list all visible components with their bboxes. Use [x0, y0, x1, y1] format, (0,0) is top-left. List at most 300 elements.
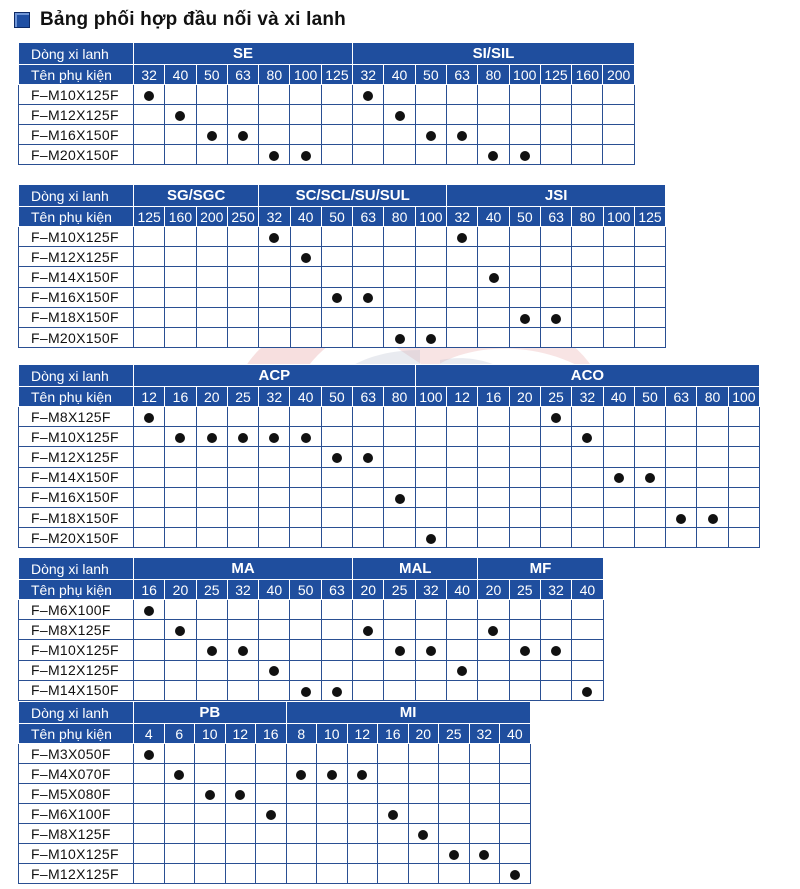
compatibility-cell: [134, 528, 165, 548]
compatibility-cell: [290, 85, 321, 105]
compatibility-cell: [509, 407, 540, 427]
compatibility-cell: [290, 327, 321, 347]
compatibility-cell: [469, 864, 500, 884]
compatible-dot-icon: [144, 606, 154, 616]
compatibility-cell: [165, 427, 196, 447]
compatibility-cell: [384, 267, 415, 287]
bore-size-header: 80: [697, 387, 728, 407]
compatibility-cell: [227, 227, 258, 247]
compatibility-table: [18, 364, 760, 548]
compatibility-cell: [415, 105, 446, 125]
compatibility-cell: [384, 227, 415, 247]
compatibility-cell: [728, 427, 759, 447]
cylinder-series-label: Dòng xi lanh: [19, 185, 134, 207]
compatibility-cell: [290, 487, 321, 507]
compatibility-cell: [603, 287, 634, 307]
compatibility-cell: [540, 680, 571, 700]
title-bar: [14, 6, 346, 34]
bore-size-header: 10: [317, 724, 348, 744]
compatibility-cell: [165, 125, 196, 145]
bore-size-header: 20: [478, 580, 509, 600]
compatibility-cell: [408, 844, 439, 864]
bore-size-header: 125: [134, 207, 165, 227]
bore-size-header: 40: [500, 724, 531, 744]
compatibility-cell: [446, 145, 477, 165]
compatibility-cell: [415, 620, 446, 640]
header-row-series: [19, 43, 635, 65]
compatibility-cell: [290, 105, 321, 125]
compatibility-cell: [290, 125, 321, 145]
bore-size-header: 200: [603, 65, 634, 85]
compatibility-cell: [384, 407, 415, 427]
compatibility-cell: [415, 680, 446, 700]
compatibility-cell: [321, 427, 352, 447]
compatibility-cell: [603, 487, 634, 507]
compatibility-cell: [227, 125, 258, 145]
accessory-name: F–M14X150F: [19, 267, 134, 287]
compatibility-cell: [134, 844, 165, 864]
compatibility-cell: [165, 467, 196, 487]
bore-size-header: 100: [603, 207, 634, 227]
compatible-dot-icon: [395, 334, 405, 344]
compatibility-cell: [408, 824, 439, 844]
compatibility-cell: [697, 407, 728, 427]
compatibility-cell: [603, 247, 634, 267]
compatible-dot-icon: [238, 131, 248, 141]
compatibility-cell: [196, 227, 227, 247]
compatibility-cell: [227, 287, 258, 307]
compatibility-cell: [227, 680, 258, 700]
accessory-name: F–M20X150F: [19, 145, 134, 165]
bore-size-header: 16: [256, 724, 287, 744]
table-row: [19, 145, 635, 165]
compatibility-cell: [634, 267, 665, 287]
compatibility-cell: [286, 744, 317, 764]
compatibility-cell: [603, 407, 634, 427]
compatibility-cell: [227, 640, 258, 660]
bore-size-header: 25: [384, 580, 415, 600]
compatibility-cell: [500, 824, 531, 844]
table-row: [19, 528, 760, 548]
compatibility-cell: [697, 507, 728, 527]
accessory-name: F–M5X080F: [19, 784, 134, 804]
bore-size-header: 40: [447, 580, 478, 600]
compatibility-cell: [509, 125, 540, 145]
compatibility-cell: [728, 447, 759, 467]
compatibility-cell: [540, 407, 571, 427]
compatibility-cell: [384, 145, 415, 165]
compatibility-cell: [384, 487, 415, 507]
compatibility-cell: [353, 640, 384, 660]
compatibility-cell: [469, 824, 500, 844]
series-group-header: JSI: [447, 185, 666, 207]
page-title: Bảng phối hợp đầu nối và xi lanh: [40, 9, 346, 30]
compatibility-cell: [500, 784, 531, 804]
header-row-sizes: [19, 65, 635, 85]
table-row: [19, 327, 666, 347]
bore-size-header: 63: [227, 65, 258, 85]
compatible-dot-icon: [269, 433, 279, 443]
header-row-series: [19, 185, 666, 207]
compatible-dot-icon: [426, 131, 436, 141]
compatibility-cell: [603, 467, 634, 487]
table-row: [19, 744, 531, 764]
compatibility-cell: [321, 85, 352, 105]
compatibility-cell: [478, 680, 509, 700]
compatible-dot-icon: [205, 790, 215, 800]
bore-size-header: 32: [353, 65, 384, 85]
compatibility-cell: [225, 764, 256, 784]
table-row: [19, 307, 666, 327]
compatibility-cell: [353, 105, 384, 125]
table-row: [19, 640, 604, 660]
compatibility-cell: [259, 145, 290, 165]
compatibility-cell: [321, 467, 352, 487]
compatibility-cell: [572, 507, 603, 527]
cylinder-series-label: Dòng xi lanh: [19, 43, 134, 65]
compatibility-cell: [290, 640, 321, 660]
compatibility-cell: [165, 600, 196, 620]
compatibility-cell: [572, 145, 603, 165]
compatibility-cell: [134, 287, 165, 307]
compatibility-cell: [353, 327, 384, 347]
compatibility-cell: [195, 804, 226, 824]
compatibility-cell: [347, 824, 378, 844]
table-row: [19, 620, 604, 640]
compatibility-cell: [164, 844, 195, 864]
bore-size-header: 32: [415, 580, 446, 600]
compatibility-cell: [540, 467, 571, 487]
compatible-dot-icon: [175, 433, 185, 443]
compatibility-cell: [478, 640, 509, 660]
compatibility-cell: [196, 85, 227, 105]
compatibility-cell: [509, 145, 540, 165]
compatibility-cell: [408, 784, 439, 804]
compatible-dot-icon: [296, 770, 306, 780]
compatibility-cell: [227, 467, 258, 487]
compatibility-cell: [164, 864, 195, 884]
compatibility-cell: [165, 307, 196, 327]
compatibility-table: [18, 557, 604, 701]
compatible-dot-icon: [395, 646, 405, 656]
compatible-dot-icon: [645, 473, 655, 483]
compatibility-table: [18, 42, 635, 165]
compatibility-cell: [603, 427, 634, 447]
bore-size-header: 20: [165, 580, 196, 600]
compatibility-cell: [259, 287, 290, 307]
compatibility-cell: [134, 660, 165, 680]
accessory-name: F–M4X070F: [19, 764, 134, 784]
accessory-name: F–M10X125F: [19, 427, 134, 447]
compatibility-cell: [634, 307, 665, 327]
compatibility-cell: [378, 864, 409, 884]
compatible-dot-icon: [269, 233, 279, 243]
compatible-dot-icon: [582, 687, 592, 697]
compatibility-cell: [286, 804, 317, 824]
compatibility-cell: [195, 744, 226, 764]
compatibility-cell: [196, 620, 227, 640]
compatible-dot-icon: [457, 666, 467, 676]
compatibility-cell: [286, 864, 317, 884]
compatibility-cell: [227, 307, 258, 327]
accessory-name: F–M8X125F: [19, 824, 134, 844]
compatibility-cell: [500, 744, 531, 764]
compatible-dot-icon: [708, 514, 718, 524]
table-row: [19, 125, 635, 145]
accessory-name: F–M12X125F: [19, 660, 134, 680]
compatibility-cell: [478, 447, 509, 467]
compatibility-cell: [353, 267, 384, 287]
compatibility-cell: [509, 327, 540, 347]
table-row: [19, 267, 666, 287]
accessory-name: F–M14X150F: [19, 467, 134, 487]
compatibility-cell: [540, 145, 571, 165]
compatibility-cell: [634, 487, 665, 507]
compatibility-cell: [195, 764, 226, 784]
compatibility-cell: [572, 267, 603, 287]
compatible-dot-icon: [332, 453, 342, 463]
table-row: [19, 487, 760, 507]
bore-size-header: 125: [321, 65, 352, 85]
compatibility-cell: [415, 600, 446, 620]
compatibility-cell: [134, 784, 165, 804]
compatible-dot-icon: [551, 413, 561, 423]
compatibility-cell: [321, 247, 352, 267]
table-row: [19, 105, 635, 125]
compatible-dot-icon: [457, 233, 467, 243]
compatibility-cell: [509, 487, 540, 507]
compatibility-cell: [225, 784, 256, 804]
compatibility-cell: [196, 600, 227, 620]
compatibility-cell: [415, 145, 446, 165]
compatibility-cell: [165, 85, 196, 105]
accessory-name: F–M18X150F: [19, 507, 134, 527]
compatibility-cell: [415, 447, 446, 467]
compatibility-cell: [290, 267, 321, 287]
compatibility-cell: [353, 487, 384, 507]
compatibility-cell: [134, 267, 165, 287]
compatibility-cell: [384, 680, 415, 700]
compatibility-cell: [415, 660, 446, 680]
compatibility-cell: [572, 427, 603, 447]
compatibility-cell: [603, 125, 634, 145]
bore-size-header: 32: [259, 387, 290, 407]
compatibility-cell: [447, 507, 478, 527]
bore-size-header: 63: [353, 387, 384, 407]
bore-size-header: 12: [225, 724, 256, 744]
table-row: [19, 824, 531, 844]
bore-size-header: 50: [415, 65, 446, 85]
cylinder-series-label: Dòng xi lanh: [19, 702, 134, 724]
series-group-header: MF: [478, 558, 603, 580]
compatibility-cell: [697, 528, 728, 548]
table-row: [19, 680, 604, 700]
compatibility-cell: [165, 267, 196, 287]
table-row: [19, 247, 666, 267]
bore-size-header: 40: [384, 65, 415, 85]
compatibility-cell: [408, 744, 439, 764]
compatibility-cell: [572, 85, 603, 105]
bore-size-header: 125: [540, 65, 571, 85]
series-group-header: MAL: [353, 558, 478, 580]
bore-size-header: 250: [227, 207, 258, 227]
compatibility-cell: [353, 660, 384, 680]
compatibility-cell: [290, 660, 321, 680]
compatibility-cell: [447, 427, 478, 447]
compatibility-cell: [572, 680, 603, 700]
compatible-dot-icon: [269, 151, 279, 161]
bore-size-header: 100: [728, 387, 759, 407]
compatibility-cell: [134, 744, 165, 764]
compatibility-cell: [225, 804, 256, 824]
compatibility-cell: [500, 844, 531, 864]
compatibility-cell: [225, 864, 256, 884]
compatibility-cell: [572, 327, 603, 347]
compatibility-cell: [321, 487, 352, 507]
bore-size-header: 100: [509, 65, 540, 85]
compatibility-cell: [540, 247, 571, 267]
compatibility-cell: [259, 487, 290, 507]
compatibility-cell: [164, 784, 195, 804]
compatibility-cell: [634, 528, 665, 548]
compatibility-cell: [317, 864, 348, 884]
bore-size-header: 40: [165, 65, 196, 85]
compatibility-cell: [384, 307, 415, 327]
compatibility-cell: [509, 640, 540, 660]
compatibility-cell: [572, 640, 603, 660]
compatibility-cell: [196, 680, 227, 700]
compatible-dot-icon: [520, 151, 530, 161]
compatibility-cell: [478, 467, 509, 487]
compatibility-cell: [347, 744, 378, 764]
compatibility-cell: [415, 227, 446, 247]
compatibility-cell: [227, 528, 258, 548]
compatibility-cell: [286, 844, 317, 864]
compatibility-cell: [259, 680, 290, 700]
compatibility-cell: [540, 85, 571, 105]
compatibility-cell: [572, 287, 603, 307]
compatibility-cell: [227, 145, 258, 165]
compatibility-cell: [347, 764, 378, 784]
compatibility-cell: [134, 227, 165, 247]
compatibility-cell: [478, 660, 509, 680]
compatibility-cell: [384, 247, 415, 267]
compatibility-cell: [378, 784, 409, 804]
compatible-dot-icon: [144, 413, 154, 423]
compatibility-cell: [572, 660, 603, 680]
bore-size-header: 100: [415, 207, 446, 227]
compatibility-cell: [290, 600, 321, 620]
table-row: [19, 804, 531, 824]
compatible-dot-icon: [418, 830, 428, 840]
compatibility-cell: [478, 287, 509, 307]
compatibility-cell: [572, 307, 603, 327]
bore-size-header: 12: [447, 387, 478, 407]
compatibility-cell: [500, 764, 531, 784]
compatibility-cell: [164, 824, 195, 844]
compatibility-table: [18, 701, 531, 884]
compatibility-table: [18, 184, 666, 348]
compatibility-cell: [478, 427, 509, 447]
compatibility-cell: [728, 487, 759, 507]
accessory-name: F–M20X150F: [19, 528, 134, 548]
series-group-header: ACO: [415, 365, 759, 387]
compatibility-cell: [478, 620, 509, 640]
compatibility-cell: [447, 327, 478, 347]
bore-size-header: 32: [259, 207, 290, 227]
compatibility-cell: [259, 227, 290, 247]
compatible-dot-icon: [207, 646, 217, 656]
compatibility-cell: [384, 85, 415, 105]
accessory-name-label: Tên phụ kiện: [19, 387, 134, 407]
compatibility-cell: [290, 145, 321, 165]
compatibility-cell: [286, 784, 317, 804]
compatible-dot-icon: [301, 687, 311, 697]
compatibility-cell: [384, 467, 415, 487]
bore-size-header: 25: [509, 580, 540, 600]
accessory-name: F–M3X050F: [19, 744, 134, 764]
compatibility-cell: [227, 620, 258, 640]
compatible-dot-icon: [301, 253, 311, 263]
bore-size-header: 20: [408, 724, 439, 744]
compatibility-cell: [134, 680, 165, 700]
compatibility-cell: [572, 447, 603, 467]
compatibility-cell: [317, 804, 348, 824]
compatibility-cell: [634, 507, 665, 527]
compatibility-cell: [290, 620, 321, 640]
compatibility-cell: [196, 407, 227, 427]
compatibility-cell: [196, 660, 227, 680]
compatibility-cell: [603, 447, 634, 467]
compatible-dot-icon: [175, 111, 185, 121]
compatible-dot-icon: [488, 151, 498, 161]
accessory-name: F–M8X125F: [19, 620, 134, 640]
compatible-dot-icon: [174, 770, 184, 780]
compatibility-cell: [290, 287, 321, 307]
compatible-dot-icon: [426, 534, 436, 544]
bore-size-header: 63: [666, 387, 697, 407]
compatibility-cell: [572, 125, 603, 145]
compatibility-cell: [290, 227, 321, 247]
compatible-dot-icon: [388, 810, 398, 820]
compatibility-cell: [227, 267, 258, 287]
compatibility-cell: [384, 427, 415, 447]
compatibility-cell: [415, 125, 446, 145]
compatibility-cell: [353, 407, 384, 427]
table-row: [19, 227, 666, 247]
bore-size-header: 80: [478, 65, 509, 85]
compatibility-cell: [603, 85, 634, 105]
compatibility-cell: [666, 407, 697, 427]
compatible-dot-icon: [479, 850, 489, 860]
compatibility-cell: [134, 487, 165, 507]
compatibility-cell: [415, 467, 446, 487]
series-group-header: MA: [134, 558, 353, 580]
compatible-dot-icon: [207, 433, 217, 443]
header-row-series: [19, 558, 604, 580]
compatibility-cell: [509, 600, 540, 620]
compatibility-cell: [353, 507, 384, 527]
bore-size-header: 32: [134, 65, 165, 85]
compatibility-cell: [500, 864, 531, 884]
compatibility-cell: [321, 507, 352, 527]
compatibility-cell: [415, 507, 446, 527]
compatible-dot-icon: [426, 334, 436, 344]
compatible-dot-icon: [238, 433, 248, 443]
compatibility-cell: [408, 864, 439, 884]
compatibility-cell: [415, 640, 446, 660]
compatibility-cell: [408, 764, 439, 784]
